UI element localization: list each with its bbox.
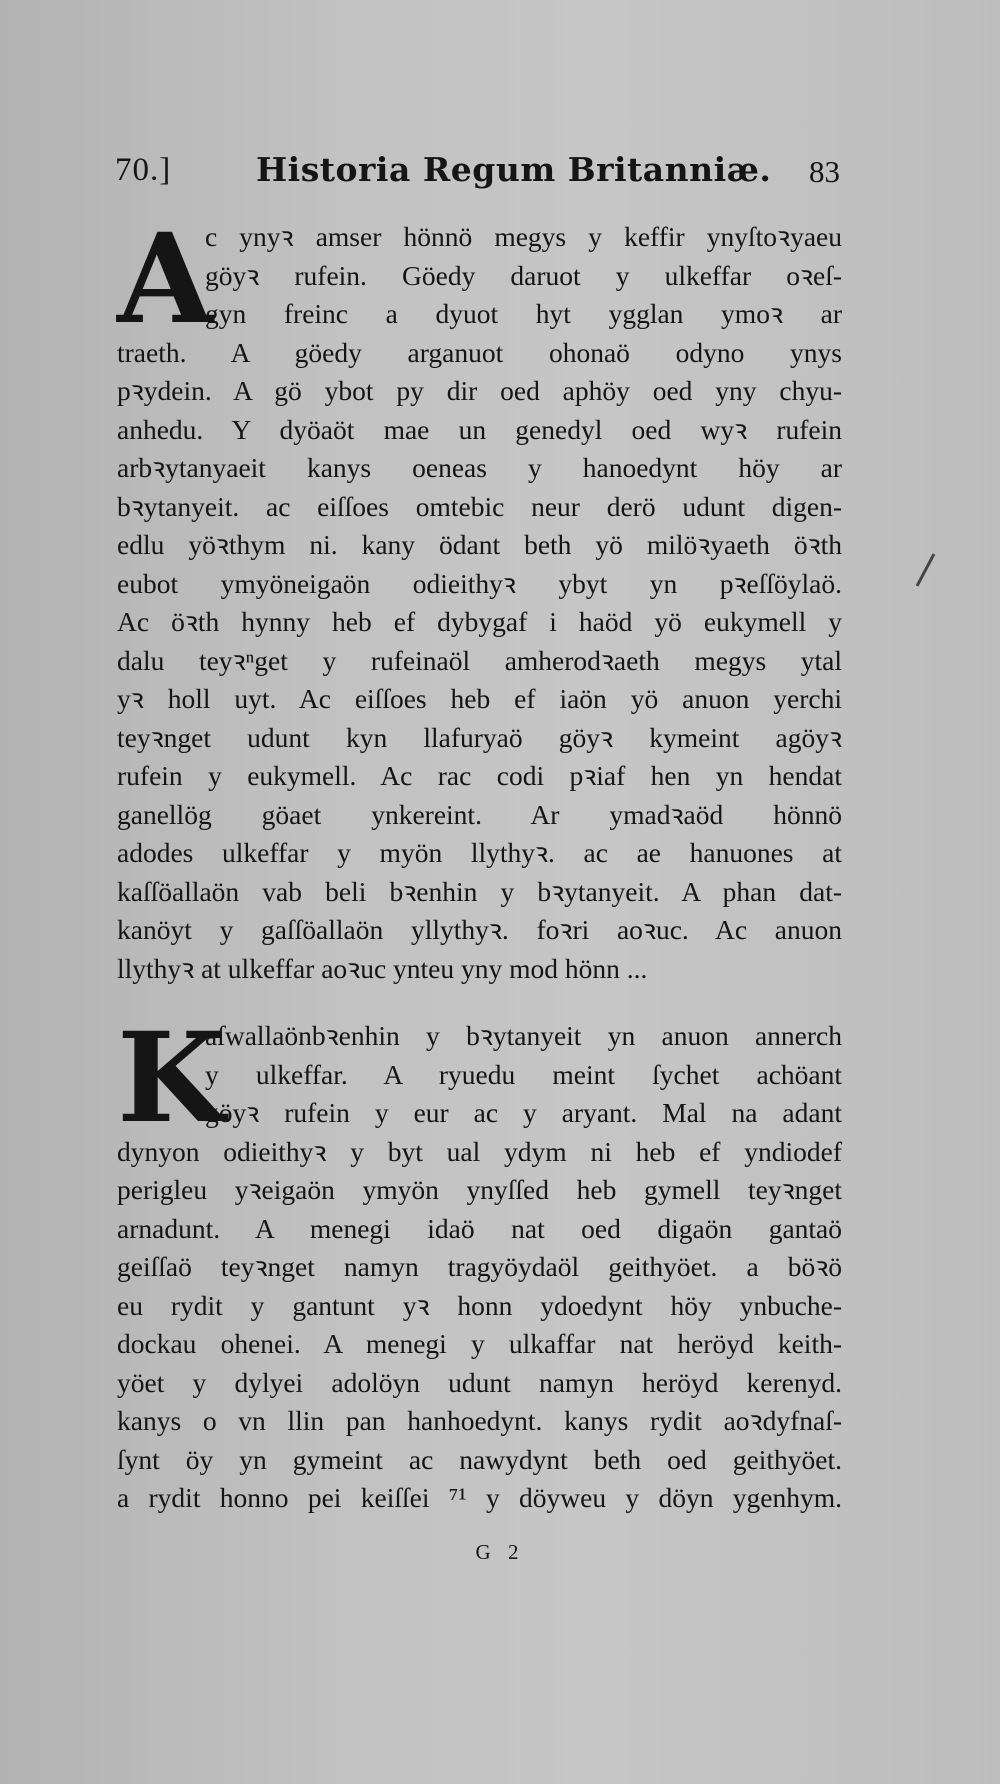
text-line: Ac öꝛth hynny heb ef dybygaf i haöd yö eukymell y [117, 606, 842, 637]
margin-pencil-mark [916, 553, 936, 586]
text-line: göyꝛ rufein. Göedy daruot y ulkeffar oꝛeſ- [205, 259, 842, 291]
text-line: gyn freinc a dyuot hyt ygglan ymoꝛ ar [205, 298, 842, 329]
text-line: c ynyꝛ amser hönnö megys y keffir ynyſtoꝛyaeu [205, 221, 842, 252]
text-line: kaſſöallaön vab beli bꝛenhin y bꝛytanyeit. A phan dat- [117, 875, 842, 907]
text-line: edlu yöꝛthym ni. kany ödant beth yö milöꝛyaeth öꝛth [117, 529, 842, 560]
text-line: kanöyt y gaſſöallaön yllythyꝛ. foꝛri aoꝛuc. Ac anuon [117, 914, 842, 945]
paragraph-1 [117, 207, 842, 988]
text-line: bꝛytanyeit. ac eiſſoes omtebic neur derö udunt digen- [117, 490, 842, 522]
text-line: anhedu. Y dyöaöt mae un genedyl oed wyꝛ rufein [117, 413, 842, 445]
text-line: perigleu yꝛeigaön ymyön ynyſſed heb gymell teyꝛnget [117, 1174, 842, 1205]
text-line: y ulkeffar. A ryuedu meint ſychet achöant [205, 1058, 842, 1090]
running-title: Historia Regum Britanniæ. [256, 150, 772, 189]
text-line: dockau ohenei. A menegi y ulkaffar nat heröyd keith- [117, 1328, 842, 1359]
chapter-number: 70.] [115, 152, 172, 188]
text-line: teyꝛnget udunt kyn llafuryaö göyꝛ kymeint agöyꝛ [117, 721, 842, 753]
text-line: kanys o vn llin pan hanhoedynt. kanys rydit aoꝛdyfnaſ- [117, 1405, 842, 1436]
text-line: geiſſaö teyꝛnget namyn tragyöydaöl geithyöet. a böꝛö [117, 1251, 842, 1282]
text-line: yꝛ holl uyt. Ac eiſſoes heb ef iaön yö anuon yerchi [117, 683, 842, 714]
running-header [115, 152, 840, 204]
text-line: ſynt öy yn gymeint ac nawydynt beth oed geithyöet. [117, 1443, 842, 1475]
signature-mark: G 2 [475, 1540, 525, 1564]
text-line: aſwallaönbꝛenhin y bꝛytanyeit yn anuon annerch [205, 1020, 842, 1051]
paragraph-2 [117, 1006, 842, 1518]
page-number: 83 [809, 154, 840, 189]
text-line: yöet y dylyei adolöyn udunt namyn heröyd kerenyd. [117, 1366, 842, 1398]
text-line: dynyon odieithyꝛ y byt ual ydym ni heb ef yndiodef [117, 1135, 842, 1167]
text-line: ganellög göaet ynkereint. Ar ymadꝛaöd hönnö [117, 798, 842, 830]
text-line: arbꝛytanyaeit kanys oeneas y hanoedynt höy ar [117, 452, 842, 483]
text-line: llythyꝛ at ulkeffar aoꝛuc ynteu yny mod hönn ... [117, 952, 648, 984]
text-line: traeth. A göedy arganuot ohonaö odyno ynys [117, 336, 842, 368]
text-line: eubot ymyöneigaön odieithyꝛ ybyt yn pꝛeſſöylaö. [117, 567, 842, 599]
text-line: rufein y eukymell. Ac rac codi pꝛiaf hen yn hendat [117, 760, 842, 791]
text-line: a rydit honno pei keiſſei ⁷¹ y döyweu y döyn ygenhym. [117, 1482, 842, 1513]
drop-cap: K [117, 1006, 225, 1151]
text-line: pꝛydein. A gö ybot py dir oed aphöy oed yny chyu- [117, 375, 842, 406]
drop-cap: A [117, 207, 214, 352]
text-line: adodes ulkeffar y myön llythyꝛ. ac ae hanuones at [117, 837, 842, 868]
text-line: dalu teyꝛⁿget y rufeinaöl amherodꝛaeth megys ytal [117, 644, 842, 676]
text-line: eu rydit y gantunt yꝛ honn ydoedynt höy ynbuche- [117, 1289, 842, 1321]
text-line: göyꝛ rufein y eur ac y aryant. Mal na adant [205, 1097, 842, 1128]
text-line: arnadunt. A menegi idaö nat oed digaön gantaö [117, 1212, 842, 1244]
